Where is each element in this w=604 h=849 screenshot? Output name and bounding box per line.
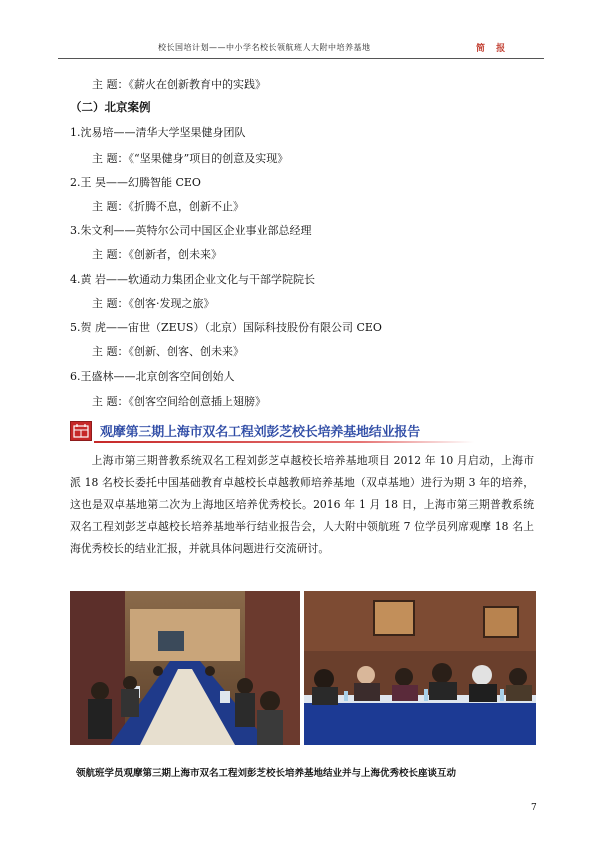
case-person-3: 3.朱文利——英特尔公司中国区企业事业部总经理 [70,224,312,237]
case-theme-5: 主 题：《创新、创客、创未来》 [92,345,244,358]
case-person-5: 5.贺 虎——宙世（ZEUS）（北京）国际科技股份有限公司 CEO [70,321,382,334]
top-theme: 主 题：《薪火在创新教育中的实践》 [92,78,266,91]
case-theme-6: 主 题：《创客空间给创意插上翅膀》 [92,395,266,408]
report-title: 观摩第三期上海市双名工程刘彭芝校长培养基地结业报告 [100,425,421,440]
case-person-1: 1.沈易培——清华大学坚果健身团队 [70,126,246,139]
case-theme-4: 主 题：《创客·发现之旅》 [92,297,215,310]
photo-caption: 领航班学员观摩第三期上海市双名工程刘彭芝校长培养基地结业并与上海优秀校长座谈互动 [76,768,457,779]
case-theme-3: 主 题：《创新者，创未来》 [92,248,222,261]
case-theme-2: 主 题：《折腾不息，创新不止》 [92,200,244,213]
meeting-photo-right [304,591,536,745]
page-header [58,40,544,59]
calendar-icon [70,421,92,441]
page-number: 7 [531,803,537,813]
section-heading: （二）北京案例 [70,100,151,114]
header-brief-label: 简 报 [476,44,510,54]
case-person-4: 4.黄 岩——软通动力集团企业文化与干部学院院长 [70,273,315,286]
banner-underline [94,441,474,443]
case-person-2: 2.王 昊——幻腾智能 CEO [70,176,201,189]
header-title: 校长国培计划——中小学名校长领航班人大附中培养基地 [158,43,371,52]
report-body: 上海市第三期普教系统双名工程刘彭芝卓越校长培养基地项目 2012 年 10 月启动，上海市派 18 名校长委托中国基础教育卓越校长卓越教师培养基地（双卓基地）进行为期 3 年的培养，这也是双卓基地第二次为上海地区培养优秀校长。2016 年 1 月 18 日，上海市第三期普教系统双名工程刘彭芝卓越校长培养基地举行结业报告会，人大附中领航班 7 位学员列席观摩 18 名上海优秀校长的结业汇报，并就具体问题进行交流研讨。 [70,454,534,555]
meeting-photo-left [70,591,300,745]
case-person-6: 6.王盛林——北京创客空间创始人 [70,370,235,383]
case-theme-1: 主 题：《“坚果健身”项目的创意及实现》 [92,152,289,165]
section-banner [68,418,478,442]
